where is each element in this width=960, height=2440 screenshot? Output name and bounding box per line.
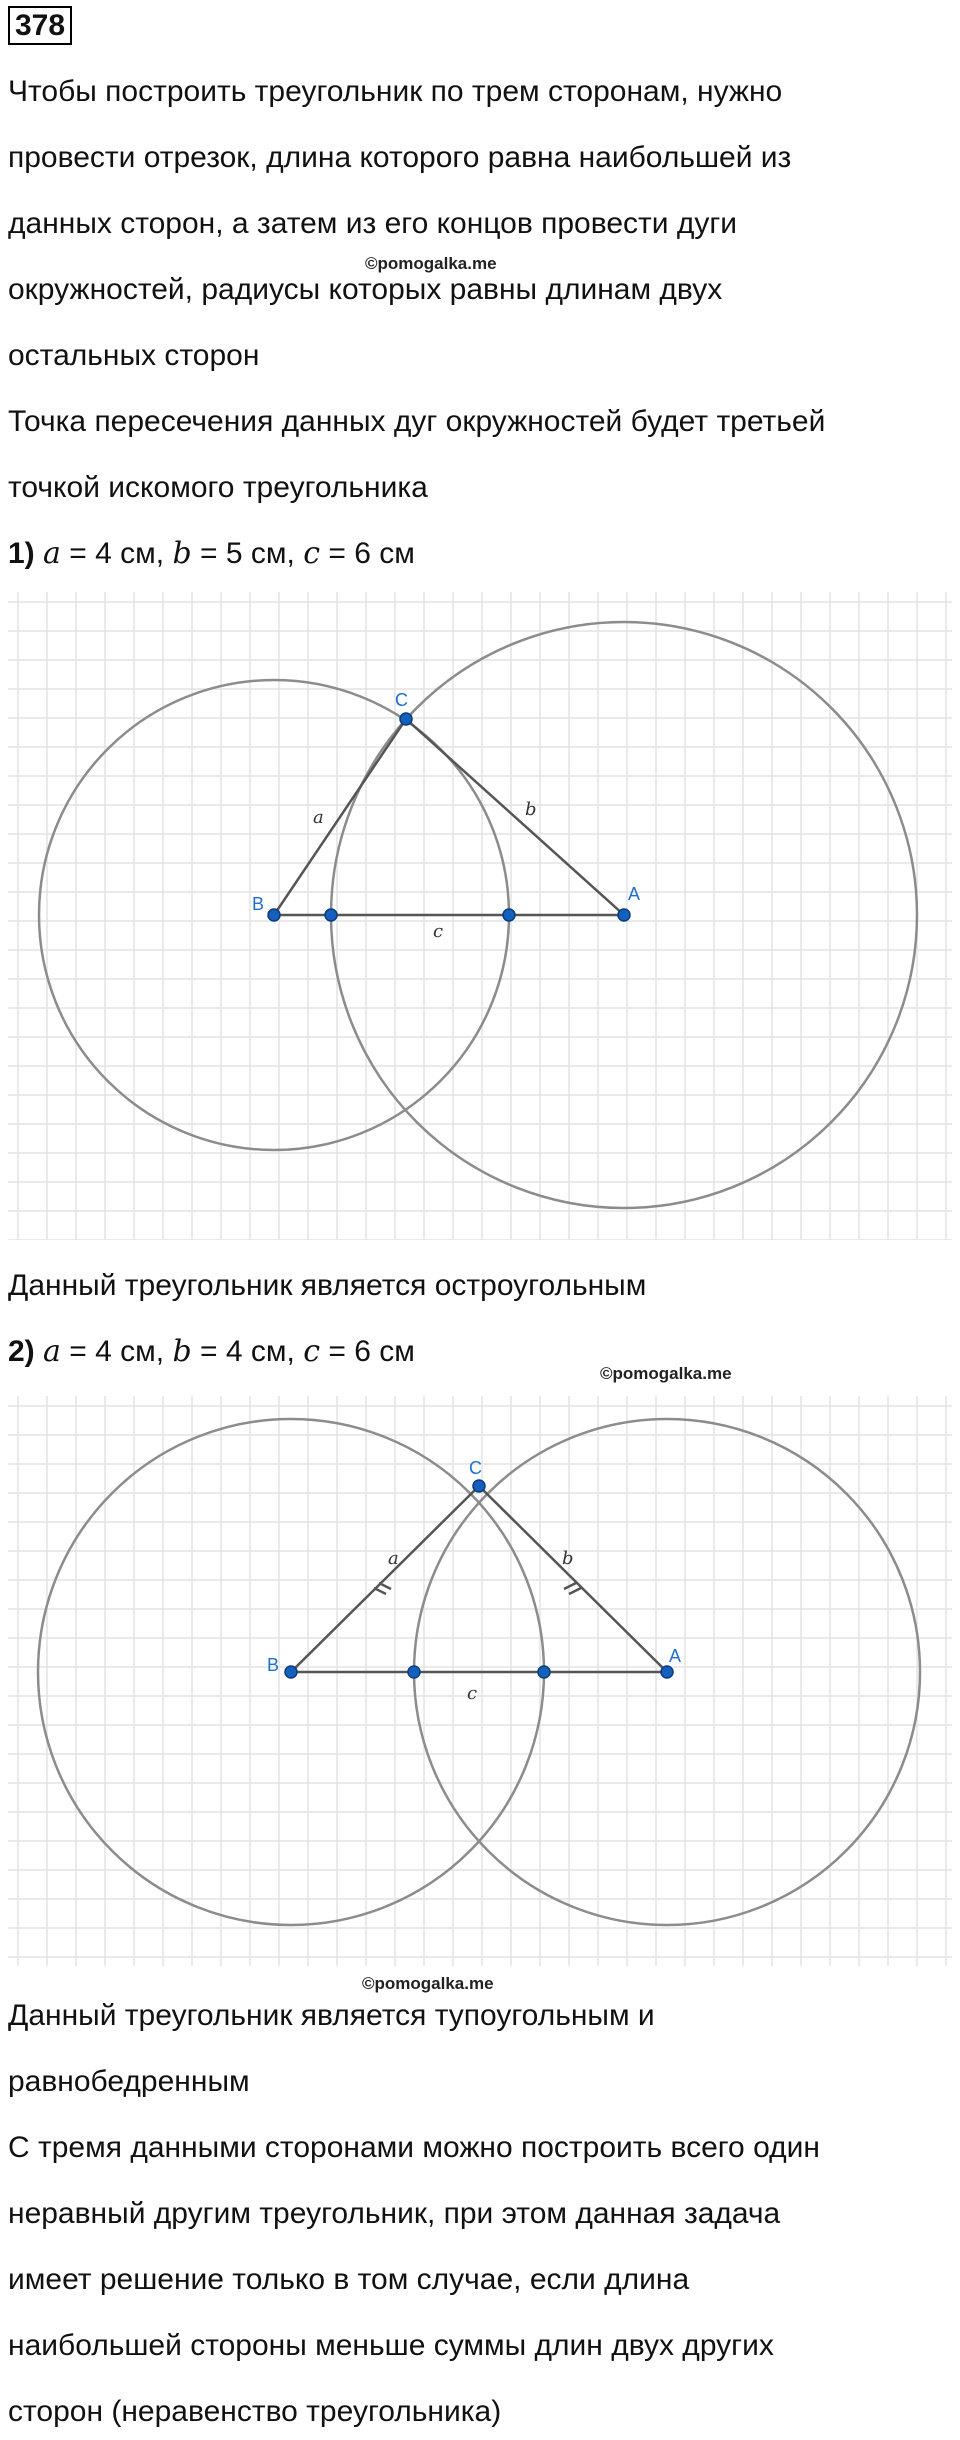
label-side-a: a (388, 1548, 399, 1569)
label-a: A (628, 884, 641, 904)
case1-number: 1) (8, 537, 35, 570)
point-c (400, 713, 412, 725)
label-side-c: c (433, 921, 444, 942)
intro-line-5: остальных сторон (8, 339, 260, 372)
case2-b-name: b (172, 1334, 192, 1369)
point-b (268, 909, 280, 921)
watermark-3: ©pomogalka.me (362, 1974, 494, 1993)
case1-b-value: = 5 см, (200, 537, 295, 570)
point-a (661, 1666, 673, 1678)
intersection-point-right (538, 1666, 550, 1678)
side-b (406, 719, 624, 915)
case2-conclusion-line-2: равнобедренным (8, 2065, 250, 2098)
point-a (618, 909, 630, 921)
label-c: C (469, 1458, 482, 1478)
label-side-b: b (562, 1548, 574, 1569)
label-a: A (669, 1646, 682, 1666)
case1-conclusion: Данный треугольник является остроугольным (8, 1269, 647, 1302)
case2-c-name: c (303, 1334, 321, 1369)
case2-number: 2) (8, 1335, 35, 1368)
case2-heading (8, 1332, 415, 1372)
case2-a-name: a (43, 1334, 61, 1369)
intersection-point-left (325, 909, 337, 921)
side-a (291, 1486, 479, 1672)
tick-mark-side-a (374, 1583, 391, 1594)
intro-line-4: окружностей, радиусы которых равны длинам двух (8, 273, 723, 306)
label-b: B (267, 1655, 280, 1675)
final-line-5: сторон (неравенство треугольника) (8, 2395, 502, 2428)
task-number: 378 (8, 6, 72, 45)
case2-c-value: = 6 см (328, 1335, 415, 1368)
intro-line-6: Точка пересечения данных дуг окружностей будет третьей (8, 405, 826, 438)
final-line-4: наибольшей стороны меньше суммы длин двух других (8, 2329, 774, 2362)
case1-a-value: = 4 см, (69, 537, 165, 570)
intersection-point-right (503, 909, 515, 921)
final-line-1: С тремя данными сторонами можно построить всего один (8, 2131, 820, 2164)
label-c: C (395, 690, 408, 710)
case2-a-value: = 4 см, (69, 1335, 165, 1368)
watermark-1: ©pomogalka.me (365, 254, 497, 273)
label-side-b: b (525, 799, 537, 820)
final-line-3: имеет решение только в том случае, если длина (8, 2263, 690, 2296)
intro-line-7: точкой искомого треугольника (8, 471, 428, 504)
label-side-a: a (313, 807, 324, 828)
point-c (473, 1480, 485, 1492)
point-b (285, 1666, 297, 1678)
intro-line-2: провести отрезок, длина которого равна наибольшей из (8, 141, 792, 174)
intersection-point-left (408, 1666, 420, 1678)
figure-2 (8, 1396, 952, 1966)
figure-1 (8, 592, 952, 1240)
case1-a-name: a (43, 536, 61, 571)
final-line-2: неравный другим треугольник, при этом данная задача (8, 2197, 781, 2230)
side-a (274, 719, 406, 915)
case1-b-name: b (172, 536, 192, 571)
side-b (479, 1486, 667, 1672)
case1-c-value: = 6 см (328, 537, 415, 570)
intro-line-3: данных сторон, а затем из его концов провести дуги (8, 207, 738, 240)
case1-heading (8, 534, 415, 574)
label-side-c: c (467, 1683, 478, 1704)
case1-c-name: c (303, 536, 321, 571)
label-b: B (252, 894, 265, 914)
intro-line-1: Чтобы построить треугольник по трем сторонам, нужно (8, 75, 783, 108)
watermark-2: ©pomogalka.me (600, 1364, 732, 1383)
case2-b-value: = 4 см, (200, 1335, 295, 1368)
case2-conclusion-line-1: Данный треугольник является тупоугольным и (8, 1999, 655, 2032)
